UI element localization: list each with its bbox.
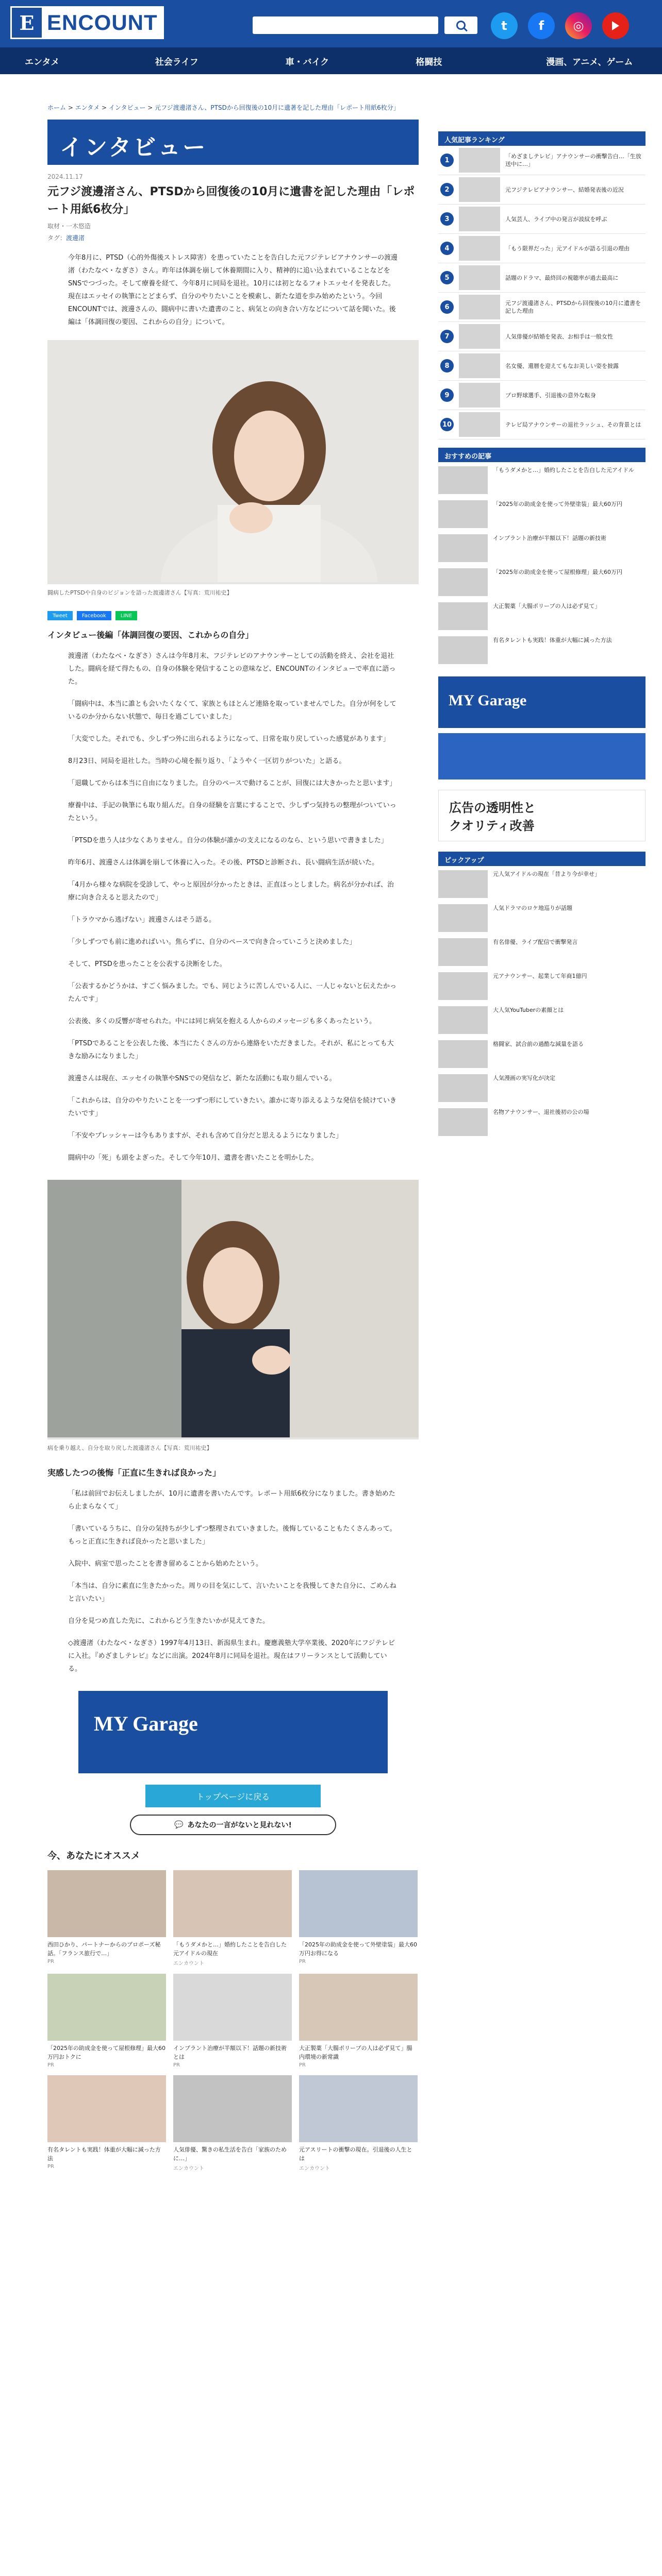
tag-link[interactable]: 渡邊渚 [66, 234, 85, 242]
recommend-title: 「もうダメかと…」婚約したことを告白した元アイドルの現在 [173, 1941, 287, 1957]
recommend-title: インプラント治療が半額以下！話題の新技術とは [173, 2045, 287, 2060]
pickup-thumb [438, 870, 488, 898]
ranking-item[interactable] [438, 410, 646, 439]
osusume-title: 有名タレントも実践！体重が大幅に減った方法 [493, 637, 612, 643]
instagram-icon[interactable]: ◎ [565, 12, 592, 39]
side-ad-3-line2: クオリティ改善 [449, 819, 535, 833]
recommend-title: 有名タレントも実践！体重が大幅に減った方法 [47, 2146, 161, 2162]
pickup-thumb [438, 1006, 488, 1034]
pickup-thumb [438, 1074, 488, 1102]
facebook-icon[interactable]: f [528, 12, 555, 39]
pickup-item[interactable] [438, 1074, 646, 1104]
article-lede: 今年8月に、PTSD（心的外傷後ストレス障害）を患っていたことを告白した元フジテレビアナウンサーの渡邊渚（わたなべ・なぎさ）さん。昨年は体調を崩して休養期間に入り、精神的に追い込まれていることなどをSNSでつづった。そして療養を経て、今年8月に同局を退社。10月には初となるフォトエッセイを発表した。現在はエッセイの執筆にとどまらず、自分のやりたいことを模索し、新たな道を歩み始めたという。今回ENCOUNTでは、渡邊さんの、闘病中に書いた遺書のこと、病気との向き合い方などについて話を聞いた。後編は「体調回復の要因、これからの自分」について。 [68, 254, 398, 326]
author-line [47, 222, 419, 230]
site-logo[interactable] [10, 6, 164, 39]
ranking-thumb [459, 148, 500, 173]
breadcrumb [47, 103, 419, 112]
recommend-title: 元アスリートの衝撃の現在。引退後の人生とは [299, 2146, 412, 2162]
body-paragraph: 「闘病中は、本当に誰とも会いたくなくて、家族ともほとんど連絡を取っていませんでした。自分が何をしているのか分からない状態で、毎日を過ごしていました」 [68, 700, 396, 721]
article-title: 元フジ渡邊渚さん、PTSDから回復後の10月に遺書を記した理由「レポート用紙6枚分」 [47, 185, 415, 216]
ranking-title: 元フジ渡邊渚さん、PTSDから回復後の10月に遺書を記した理由 [505, 300, 641, 314]
main-nav [0, 47, 662, 74]
ranking-item[interactable] [438, 146, 646, 175]
back-to-top-button[interactable]: トップページに戻る [145, 1785, 321, 1807]
osusume-thumb [438, 568, 488, 596]
article-body-2 [47, 1487, 419, 1675]
recommend-source: PR [173, 2062, 180, 2068]
recommend-heading: 今、あなたにオススメ [47, 1851, 140, 1861]
rank-number: 7 [440, 330, 454, 343]
ranking-thumb [459, 236, 500, 261]
osusume-item[interactable] [438, 500, 646, 530]
search-button[interactable] [444, 16, 477, 34]
recommend-card[interactable] [173, 2075, 292, 2172]
recommend-thumb [47, 1870, 166, 1937]
pickup-list [438, 870, 646, 1138]
side-ad-3[interactable] [438, 790, 646, 841]
ranking-title: テレビ局アナウンサーの退社ラッシュ、その背景とは [505, 421, 641, 428]
nav-item-fight[interactable]: 格闘技 [416, 57, 442, 67]
osusume-item[interactable] [438, 636, 646, 666]
side-ad-2[interactable] [438, 733, 646, 779]
pickup-title: 人気漫画の実写化が決定 [493, 1075, 555, 1081]
recommend-source: PR [299, 1959, 306, 1964]
article-body-1 [47, 650, 419, 1164]
rank-number: 3 [440, 212, 454, 226]
search-icon [456, 21, 466, 30]
recommend-source: PR [47, 2164, 54, 2170]
rank-number: 6 [440, 300, 454, 314]
site-header [0, 0, 662, 47]
recommend-source: エンカウント [299, 2166, 330, 2172]
body-paragraph: 「書いているうちに、自分の気持ちが少しずつ整理されていきました。後悔していることもたくさんあって。もっと正直に生きれば良かったと思いました」 [68, 1525, 396, 1546]
recommend-card[interactable] [299, 1974, 418, 2068]
recommend-source: PR [47, 2062, 54, 2068]
section-heading-2: 実感したつの後悔「正直に生きれば良かった」 [47, 1468, 221, 1478]
recommend-thumb [47, 1974, 166, 2041]
twitter-icon[interactable]: t [491, 12, 518, 39]
body-paragraph: 渡邊さんは現在、エッセイの執筆やSNSでの発信など、新たな活動にも取り組んでいる。 [68, 1075, 336, 1082]
body-paragraph: 「不安やプレッシャーは今もありますが、それも含めて自分だと思えるようになりました」 [68, 1132, 343, 1140]
logo-word: ENCOUNT [47, 10, 158, 35]
recommend-card[interactable] [47, 1870, 166, 1967]
recommend-thumb [299, 1870, 418, 1937]
ranking-item[interactable] [438, 234, 646, 263]
share-line-button[interactable]: LINE [115, 611, 137, 620]
ranking-title: 名女優、還暦を迎えてもなお美しい姿を披露 [505, 362, 619, 369]
body-paragraph: 渡邊渚（わたなべ・なぎさ）さんは今年8月末、フジテレビのアナウンサーとしての活動を終え、会社を退社した。闘病を経て得たもの、自身の体験を発信することの意味など、ENCOUNTのインタビューで率直に語った。 [68, 652, 396, 686]
comment-button[interactable] [130, 1815, 336, 1835]
rank-number: 8 [440, 359, 454, 372]
pickup-thumb [438, 1040, 488, 1068]
pickup-title: 元人気アイドルの現在「昔より今が幸せ」 [493, 871, 601, 877]
ranking-thumb [459, 295, 500, 319]
ranking-title: 「もう限界だった」元アイドルが語る引退の理由 [505, 245, 630, 252]
share-bar [47, 611, 419, 620]
osusume-title: 大正製薬「大腸ポリープの人は必ず見て」 [493, 603, 601, 609]
osusume-item[interactable] [438, 568, 646, 598]
tag-line [47, 233, 419, 242]
osusume-thumb [438, 466, 488, 494]
section-heading: インタビュー後編「体調回復の要因、これからの自分」 [47, 630, 254, 640]
author-label: 取材・ [47, 223, 67, 230]
ranking-thumb [459, 265, 500, 290]
body-paragraph: 「公表するかどうかは、すごく悩みました。でも、同じように苦しんでいる人に、一人じゃないと伝えたかったんです」 [68, 982, 397, 1003]
side-ad-3-line1: 広告の透明性と [449, 801, 536, 815]
breadcrumb-sep: > [145, 104, 155, 111]
recommend-title: 人気俳優、驚きの私生活を告白「家族のために…」 [173, 2146, 287, 2162]
ranking-item[interactable] [438, 263, 646, 293]
rank-number: 10 [440, 418, 454, 431]
ranking-title: 元フジテレビアナウンサー、結婚発表後の近況 [505, 186, 624, 193]
ranking-title: 「めざましテレビ」アナウンサーの衝撃告白…「生放送中に…」 [505, 153, 641, 167]
pickup-title: 格闘家、試合前の過酷な減量を語る [493, 1041, 584, 1047]
recommend-grid [47, 1870, 419, 2172]
body-paragraph: 療養中は、手記の執筆にも取り組んだ。自身の経験を言葉にすることで、少しずつ気持ちの整理がついていったという。 [68, 802, 396, 822]
banner-ad[interactable] [78, 1691, 388, 1773]
recommend-title: 西田ひかり、パートナーからのプロポーズ秘話。「フランス旅行で…」 [47, 1941, 161, 1957]
pickup-title: 有名俳優、ライブ配信で衝撃発言 [493, 939, 578, 945]
ranking-thumb [459, 207, 500, 231]
nav-item-entame[interactable]: エンタメ [25, 57, 60, 67]
rank-number: 1 [440, 154, 454, 167]
pickup-thumb [438, 972, 488, 1000]
recommend-card[interactable] [47, 1974, 166, 2068]
rank-number: 2 [440, 183, 454, 196]
recommend-source: エンカウント [173, 1961, 204, 1967]
osusume-thumb [438, 500, 488, 528]
pickup-heading: ピックアップ [438, 852, 646, 866]
ranking-list [438, 146, 646, 439]
article-photo-2 [47, 1180, 419, 1453]
youtube-icon[interactable] [602, 12, 629, 39]
body-paragraph: 自分を見つめ直した先に、これからどう生きたいかが見えてきた。 [68, 1617, 270, 1625]
nav-item-car[interactable]: 車・バイク [285, 57, 329, 67]
ranking-thumb [459, 324, 500, 349]
breadcrumb-interview[interactable]: インタビュー [108, 104, 146, 111]
recommend-title: 「2025年の助成金を使って外壁塗装」最大60万円お得になる [299, 1941, 417, 1957]
ranking-item[interactable] [438, 205, 646, 234]
body-paragraph: 入院中、病室で思ったことを書き留めることから始めたという。 [68, 1560, 263, 1568]
osusume-title: 「2025年の助成金を使って屋根修理」最大60万円 [493, 569, 622, 575]
pickup-thumb [438, 938, 488, 966]
body-paragraph: そして、PTSDを患ったことを公表する決断をした。 [68, 960, 226, 968]
pickup-thumb [438, 904, 488, 932]
body-paragraph: 闘病中の「死」も頭をよぎった。そして今年10月、遺書を書いたことを明かした。 [68, 1154, 318, 1162]
breadcrumb-current: 元フジ渡邊渚さん、PTSDから回復後の10月に遺著を記した理由「レポート用紙6枚分」 [155, 104, 400, 111]
recommend-thumb [173, 2075, 292, 2142]
recommend-thumb [173, 1974, 292, 2041]
article-column [47, 103, 419, 2172]
ranking-item[interactable] [438, 322, 646, 351]
ranking-item[interactable] [438, 351, 646, 381]
share-twitter-button[interactable]: Tweet [47, 611, 73, 620]
portrait-image [47, 340, 419, 582]
recommend-thumb [299, 1974, 418, 2041]
rank-number: 9 [440, 388, 454, 402]
pickup-item[interactable] [438, 870, 646, 900]
pickup-title: 大人気YouTuberの素顔とは [493, 1007, 564, 1013]
ranking-title: 人気俳優が結婚を発表、お相手は一般女性 [505, 333, 613, 340]
recommend-title: 大正製薬「大腸ポリープの人は必ず見て」腸内環境の新常識 [299, 2045, 412, 2060]
ranking-item[interactable] [438, 175, 646, 205]
body-paragraph: 「私は前回でお伝えしましたが、10月に遺書を書いたんです。レポート用紙6枚分になりました。書き始めたら止まらなくて」 [68, 1490, 395, 1511]
pickup-thumb [438, 1108, 488, 1136]
pickup-item[interactable] [438, 1108, 646, 1138]
body-paragraph: ◇渡邊渚（わたなべ・なぎさ）1997年4月13日、新潟県生まれ。慶應義塾大学卒業後、2020年にフジテレビに入社。『めざましテレビ』などに出演。2024年8月に同局を退社。現在はフリーランスとして活動している。 [68, 1639, 395, 1673]
breadcrumb-sep: > [100, 104, 109, 111]
pickup-title: 人気ドラマのロケ地巡りが話題 [493, 905, 572, 911]
body-paragraph: 「本当は、自分に素直に生きたかった。周りの目を気にして、言いたいことを我慢してきた自分に、ごめんねと言いたい」 [68, 1582, 396, 1603]
ranking-item[interactable] [438, 293, 646, 322]
body-paragraph: 「大変でした。それでも、少しずつ外に出られるようになって、日常を取り戻していった感覚があります」 [68, 735, 390, 743]
recommend-card[interactable] [47, 2075, 166, 2172]
article-date: 2024.11.17 [47, 173, 83, 180]
ad-text: MY Garage [94, 1712, 198, 1735]
ranking-thumb [459, 177, 500, 202]
body-paragraph: 「4月から様々な病院を受診して、やっと原因が分かったときは、正直ほっとしました。病名が分かれば、治療に向き合えると思えたので」 [68, 881, 394, 902]
osusume-thumb [438, 602, 488, 630]
pickup-title: 名物アナウンサー、退社後初の公の場 [493, 1109, 589, 1115]
recommend-source: エンカウント [173, 2166, 204, 2172]
portrait-image-2 [47, 1180, 419, 1437]
ranking-heading: 人気記事ランキング [438, 131, 646, 146]
ranking-title: 話題のドラマ、最終回の視聴率が過去最高に [505, 274, 619, 281]
pickup-item[interactable] [438, 972, 646, 1002]
body-paragraph: 「PTSDであることを公表した後、本当にたくさんの方から連絡をいただきました。それが、私にとっても大きな励みになりました」 [68, 1040, 394, 1060]
logo-mark: E [12, 8, 42, 38]
body-paragraph: 「退職してからは本当に自由になりました。自分のペースで動けることが、回復には大きかったと思います」 [68, 779, 396, 787]
body-paragraph: 「PTSDを患う人は少なくありません。自分の体験が誰かの支えになるのなら、という思いで書きました」 [68, 837, 388, 844]
breadcrumb-entame[interactable]: エンタメ [75, 104, 100, 111]
pickup-item[interactable] [438, 1006, 646, 1036]
osusume-title: インプラント治療が半額以下！話題の新技術 [493, 535, 606, 541]
osusume-item[interactable] [438, 602, 646, 632]
body-paragraph: 昨年6月、渡邊さんは体調を崩して休養に入った。その後、PTSDと診断され、長い闘病生活が続いた。 [68, 859, 379, 867]
osusume-title: 「もうダメかと…」婚約したことを告白した元アイドル [493, 467, 635, 473]
sidebar [438, 131, 646, 1138]
body-paragraph: 公表後、多くの反響が寄せられた。中には同じ病気を抱える人からのメッセージも多くあったという。 [68, 1018, 376, 1025]
pickup-item[interactable] [438, 904, 646, 934]
pickup-item[interactable] [438, 1040, 646, 1070]
osusume-thumb [438, 636, 488, 664]
recommend-thumb [47, 2075, 166, 2142]
recommend-card[interactable] [299, 2075, 418, 2172]
body-paragraph: 「これからは、自分のやりたいことを一つずつ形にしていきたい。誰かに寄り添えるような発信を続けていきたいです」 [68, 1097, 397, 1117]
recommend-card[interactable] [299, 1870, 418, 1967]
ranking-title: プロ野球選手、引退後の意外な転身 [505, 392, 596, 399]
comment-label: あなたの一言がないと見れない! [187, 1821, 292, 1829]
recommend-card[interactable] [173, 1870, 292, 1967]
breadcrumb-home[interactable]: ホーム [47, 104, 67, 111]
article-photo-1 [47, 340, 419, 598]
recommend-source: PR [299, 2062, 306, 2068]
osusume-item[interactable] [438, 466, 646, 496]
ranking-thumb [459, 353, 500, 378]
side-ad-1-text: MY Garage [449, 692, 527, 709]
author-name: 一木悠造 [66, 223, 91, 230]
body-paragraph: 「トラウマから逃げない」渡邊さんはそう語る。 [68, 916, 216, 924]
breadcrumb-sep: > [66, 104, 75, 111]
osusume-heading: おすすめの記事 [438, 448, 646, 462]
nav-item-life[interactable]: 社会ライフ [155, 57, 198, 67]
side-ad-1[interactable] [438, 676, 646, 728]
recommend-title: 「2025年の助成金を使って屋根修理」最大60万円おトクに [47, 2045, 166, 2060]
recommend-thumb [173, 1870, 292, 1937]
osusume-item[interactable] [438, 534, 646, 564]
recommend-card[interactable] [173, 1974, 292, 2068]
body-paragraph: 8月23日、同局を退社した。当時の心境を振り返り、「ようやく一区切りがついた」と語る。 [68, 757, 346, 765]
osusume-thumb [438, 534, 488, 562]
rank-number: 5 [440, 271, 454, 284]
photo-caption-2: 病を乗り越え、自分を取り戻した渡邊渚さん【写真：荒川祐史】 [47, 1439, 419, 1453]
osusume-title: 「2025年の助成金を使って外壁塗装」最大60万円 [493, 501, 622, 507]
recommend-thumb [299, 2075, 418, 2142]
ranking-thumb [459, 412, 500, 437]
ranking-title: 人気芸人、ライブ中の発言が波紋を呼ぶ [505, 215, 607, 223]
tag-label: タグ： [47, 234, 67, 242]
category-banner: インタビュー [47, 120, 419, 165]
body-paragraph: 「少しずつでも前に進めればいい。焦らずに、自分のペースで向き合っていこうと決めました」 [68, 938, 356, 946]
photo-caption: 闘病したPTSDや自身のビジョンを語った渡邊渚さん【写真：荒川祐史】 [47, 584, 419, 598]
osusume-list [438, 466, 646, 666]
pickup-title: 元アナウンサー、起業して年商1億円 [493, 973, 587, 979]
recommend-source: PR [47, 1959, 54, 1964]
ranking-item[interactable] [438, 381, 646, 410]
search-input[interactable] [253, 16, 438, 34]
comment-icon: 💬 [174, 1821, 184, 1829]
pickup-item[interactable] [438, 938, 646, 968]
ranking-thumb [459, 383, 500, 408]
share-facebook-button[interactable]: Facebook [77, 611, 111, 620]
nav-item-anime[interactable]: 漫画、アニメ、ゲーム [546, 57, 633, 67]
rank-number: 4 [440, 242, 454, 255]
